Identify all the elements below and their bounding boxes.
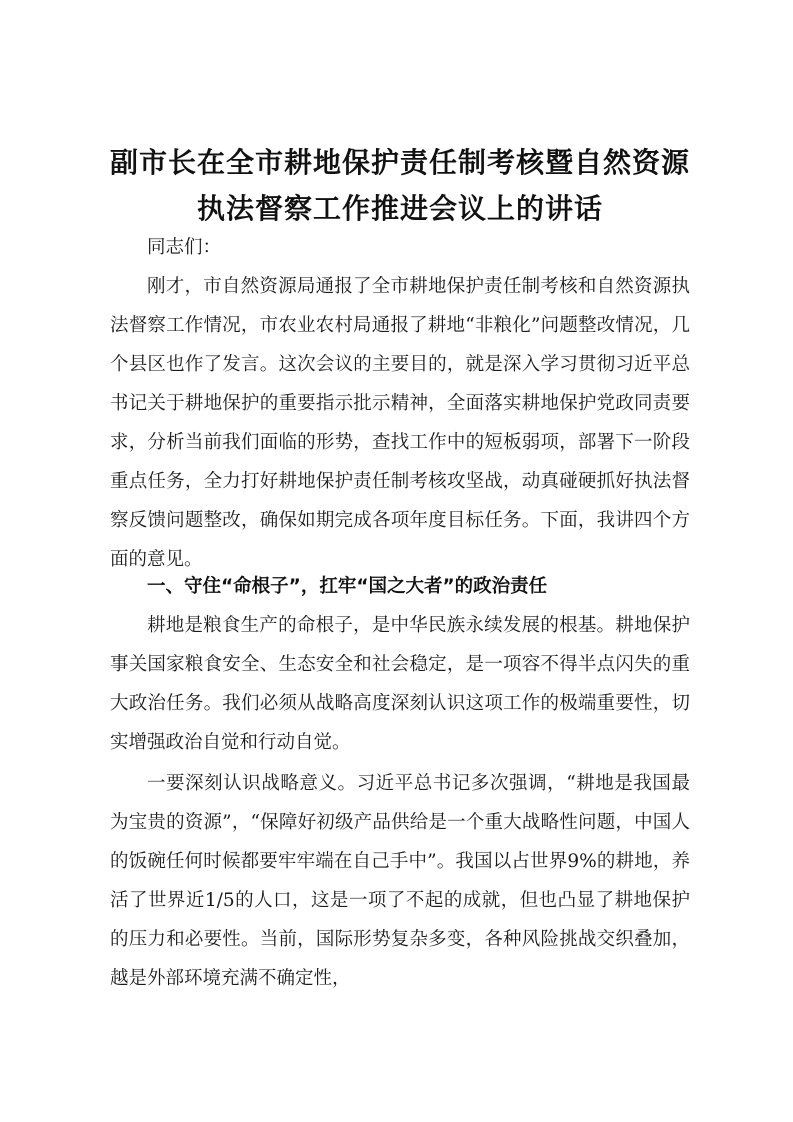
paragraph-point-one bbox=[110, 764, 690, 998]
section-heading: 一、守住“命根子”，扛牢“国之大者”的政治责任 bbox=[147, 576, 548, 597]
paragraph-section-intro bbox=[110, 606, 690, 762]
paragraph-text: 耕地是粮食生产的命根子，是中华民族永续发展的根基。耕地保护事关国家粮食安全、生态安全和社会稳定，是一项容不得半点闪失的重大政治任务。我们必须从战略高度深刻认识这项工作的极端重要性，切实增强政治自觉和行动自觉。 bbox=[110, 615, 690, 753]
greeting: 同志们： bbox=[147, 237, 222, 258]
document-title-line-1: 副市长在全市耕地保护责任制考核暨自然资源 bbox=[109, 146, 690, 179]
document-title-line-2: 执法督察工作推进会议上的讲话 bbox=[196, 192, 603, 225]
paragraph-intro bbox=[110, 267, 690, 579]
paragraph-text: 刚才，市自然资源局通报了全市耕地保护责任制考核和自然资源执法督察工作情况，市农业农村局通报了耕地“非粮化”问题整改情况，几个县区也作了发言。这次会议的主要目的，就是深入学习贯彻习近平总书记关于耕地保护的重要指示批示精神，全面落实耕地保护党政同责要求，分析当前我们面临的形势，查找工作中的短板弱项，部署下一阶段重点任务，全力打好耕地保护责任制考核攻坚战，动真碰硬抓好执法督察反馈问题整改，确保如期完成各项年度目标任务。下面，我讲四个方面的意见。 bbox=[110, 276, 690, 570]
paragraph-text: 一要深刻认识战略意义。习近平总书记多次强调，“耕地是我国最为宝贵的资源”，“保障好初级产品供给是一个重大战略性问题，中国人的饭碗任何时候都要牢牢端在自己手中”。我国以占世界9%的耕地，养活了世界近1/5的人口，这是一项了不起的成就，但也凸显了耕地保护的压力和必要性。当前，国际形势复杂多变，各种风险挑战交织叠加，越是外部环境充满不确定性， bbox=[110, 773, 690, 989]
